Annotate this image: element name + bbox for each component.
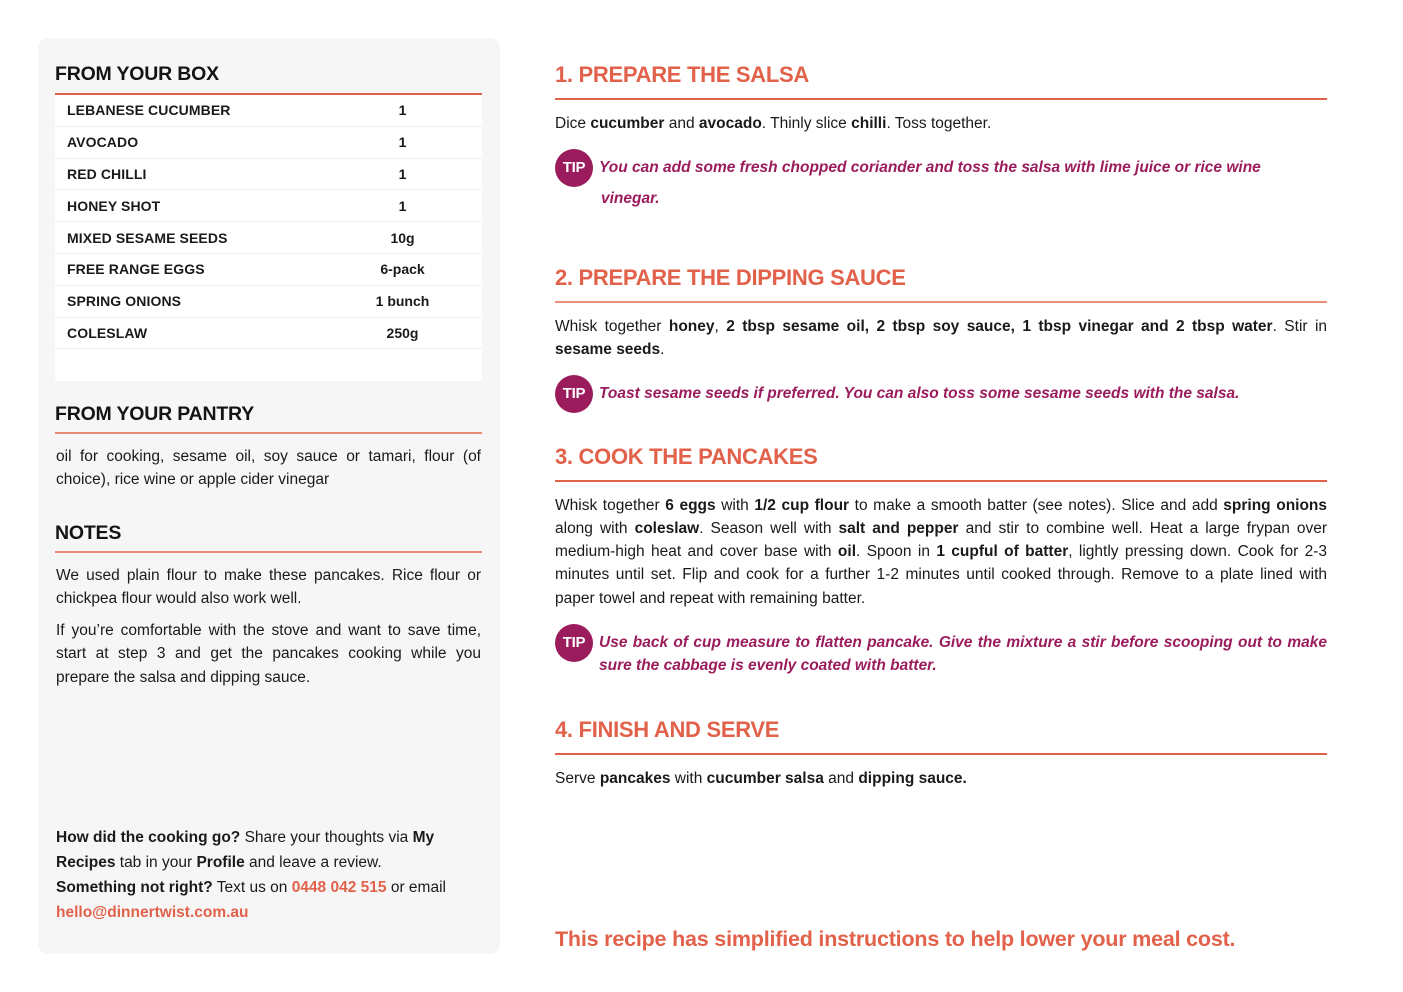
ingredient-row: [55, 190, 482, 222]
bold-ingredient: chilli: [851, 114, 887, 132]
tip-text-continued: vinegar.: [601, 189, 660, 207]
profile-label: Profile: [196, 854, 245, 871]
bold-ingredient: cucumber: [590, 114, 665, 132]
bold-ingredient: pancakes: [599, 769, 671, 787]
bold-ingredient: salt and pepper: [838, 519, 959, 537]
bold-ingredient: spring onions: [1223, 496, 1328, 514]
ingredient-name: FREE RANGE EGGS: [67, 261, 205, 278]
box-ingredients-table: [55, 95, 482, 381]
step-body: [555, 315, 1327, 362]
footer-text: Text us on: [212, 879, 292, 896]
bold-ingredient: honey: [668, 317, 715, 335]
my-recipes-label: My Recipes: [56, 829, 435, 871]
ingredient-row: [55, 286, 482, 318]
bold-ingredient: avocado: [698, 114, 762, 132]
tip-badge-icon: TIP: [555, 624, 593, 662]
step-heading: 3. COOK THE PANCAKES: [555, 444, 818, 469]
body-text: and: [664, 114, 699, 132]
ingredients-sidebar: [38, 38, 500, 954]
ingredient-name: LEBANESE CUCUMBER: [67, 102, 231, 119]
heading-divider: [555, 480, 1327, 482]
heading-divider: [55, 551, 482, 553]
ingredient-row: [55, 127, 482, 159]
tip-callout: [555, 149, 1327, 211]
heading-divider: [555, 301, 1327, 303]
pantry-text: oil for cooking, sesame oil, soy sauce or tamari, flour (of choice), rice wine or apple cider vinegar: [56, 448, 481, 489]
footer-text: and leave a review.: [244, 854, 382, 871]
tip-text: Toast sesame seeds if preferred. You can also toss some sesame seeds with the salsa.: [599, 385, 1240, 403]
body-text: . Stir in: [1272, 317, 1328, 335]
feedback-question: How did the cooking go?: [56, 829, 241, 846]
footer-text: Share your thoughts via: [240, 829, 413, 846]
notes-paragraph: We used plain flour to make these pancakes. Rice flour or chickpea flour would also work well.: [56, 567, 481, 608]
body-text: along with: [555, 519, 635, 537]
notes-paragraph: If you’re comfortable with the stove and want to save time, start at step 3 and get the pancakes cooking while you prepare the salsa and dipping sauce.: [56, 622, 481, 686]
ingredient-qty: 10g: [390, 229, 415, 246]
body-text: with: [670, 769, 707, 787]
body-text: and stir to combine well. Heat a large frypan over medium-high heat and cover base with: [555, 519, 1328, 561]
step-2: [555, 265, 1327, 413]
bold-ingredient: 1/2 cup flour: [754, 496, 850, 514]
tip-callout: [555, 375, 1327, 413]
bold-ingredient: 2 tbsp sesame oil, 2 tbsp soy sauce, 1 tbsp vinegar and 2 tbsp water: [726, 317, 1273, 335]
ingredient-row: [55, 254, 482, 286]
body-text: . Toss together.: [886, 114, 992, 132]
bold-ingredient: sesame seeds: [555, 340, 661, 358]
bold-ingredient: coleslaw: [634, 519, 700, 537]
ingredient-name: HONEY SHOT: [67, 197, 161, 214]
bold-ingredient: dipping sauce.: [858, 769, 967, 787]
tip-text: You can add some fresh chopped coriander and toss the salsa with lime juice or rice wine: [599, 158, 1261, 176]
ingredient-name: MIXED SESAME SEEDS: [67, 229, 228, 246]
bold-ingredient: cucumber salsa: [706, 769, 824, 787]
body-text: , lightly pressing down. Cook for 2-3 minutes until set. Flip and cook for a further 1-2 minutes until cooked through. Remove to a plate lined with paper towel and repeat with remaining batter.: [555, 543, 1327, 607]
step-body: [555, 494, 1327, 610]
body-text: . Spoon in: [856, 543, 937, 561]
ingredient-qty: 1 bunch: [375, 293, 430, 310]
body-text: and: [823, 769, 859, 787]
ingredient-qty: 1: [398, 102, 407, 119]
heading-divider: [555, 98, 1327, 100]
phone-link[interactable]: 0448 042 515: [291, 879, 387, 896]
step-heading: 1. PREPARE THE SALSA: [555, 62, 809, 87]
simplified-recipe-note: This recipe has simplified instructions to help lower your meal cost.: [555, 927, 1236, 951]
ingredient-qty: 1: [398, 134, 407, 151]
footer-text: tab in your: [115, 854, 197, 871]
step-1: [555, 62, 1327, 210]
from-your-box-heading: FROM YOUR BOX: [55, 63, 219, 85]
ingredient-qty: 6-pack: [380, 261, 425, 278]
tip-text: Use back of cup measure to flatten pancake. Give the mixture a stir before scooping out to make sure the cabbage is evenly coated with batter.: [599, 633, 1327, 675]
ingredient-qty: 1: [398, 165, 407, 182]
ingredient-qty: 250g: [386, 324, 419, 341]
from-your-pantry-heading: FROM YOUR PANTRY: [55, 403, 255, 425]
ingredient-name: RED CHILLI: [67, 165, 147, 182]
tip-badge-icon: TIP: [555, 149, 593, 187]
body-text: . Season well with: [699, 519, 839, 537]
bold-ingredient: 6 eggs: [665, 496, 716, 514]
body-text: .: [660, 340, 665, 358]
ingredient-row: [55, 318, 482, 350]
step-3: [555, 444, 1327, 678]
body-text: . Thinly slice: [761, 114, 852, 132]
bold-ingredient: 1 cupful of batter: [936, 543, 1069, 561]
bold-ingredient: oil: [837, 543, 857, 561]
heading-divider: [555, 753, 1327, 755]
email-link[interactable]: hello@dinnertwist.com.au: [56, 904, 249, 921]
body-text: Dice: [555, 114, 591, 132]
step-body: [555, 767, 1327, 790]
notes-heading: NOTES: [55, 522, 122, 544]
body-text: Whisk together: [555, 317, 669, 335]
feedback-footer: [56, 825, 481, 925]
body-text: Serve: [555, 769, 600, 787]
body-text: to make a smooth batter (see notes). Slice and add: [849, 496, 1224, 514]
ingredient-row: [55, 222, 482, 254]
body-text: ,: [714, 317, 727, 335]
ingredient-name: COLESLAW: [67, 324, 148, 341]
step-4: [555, 717, 1327, 790]
ingredient-row: [55, 159, 482, 191]
step-heading: 2. PREPARE THE DIPPING SAUCE: [555, 265, 906, 290]
step-body: [555, 112, 1327, 135]
tip-badge-icon: TIP: [555, 375, 593, 413]
body-text: Whisk together: [555, 496, 666, 514]
ingredient-name: SPRING ONIONS: [67, 293, 182, 310]
body-text: with: [715, 496, 755, 514]
heading-divider: [55, 432, 482, 434]
ingredient-qty: 1: [398, 197, 407, 214]
footer-text: or email: [386, 879, 446, 896]
tip-callout: [555, 624, 1327, 678]
ingredient-row: [55, 95, 482, 127]
step-heading: 4. FINISH AND SERVE: [555, 717, 780, 742]
issue-question: Something not right?: [56, 879, 213, 896]
ingredient-name: AVOCADO: [67, 134, 139, 151]
